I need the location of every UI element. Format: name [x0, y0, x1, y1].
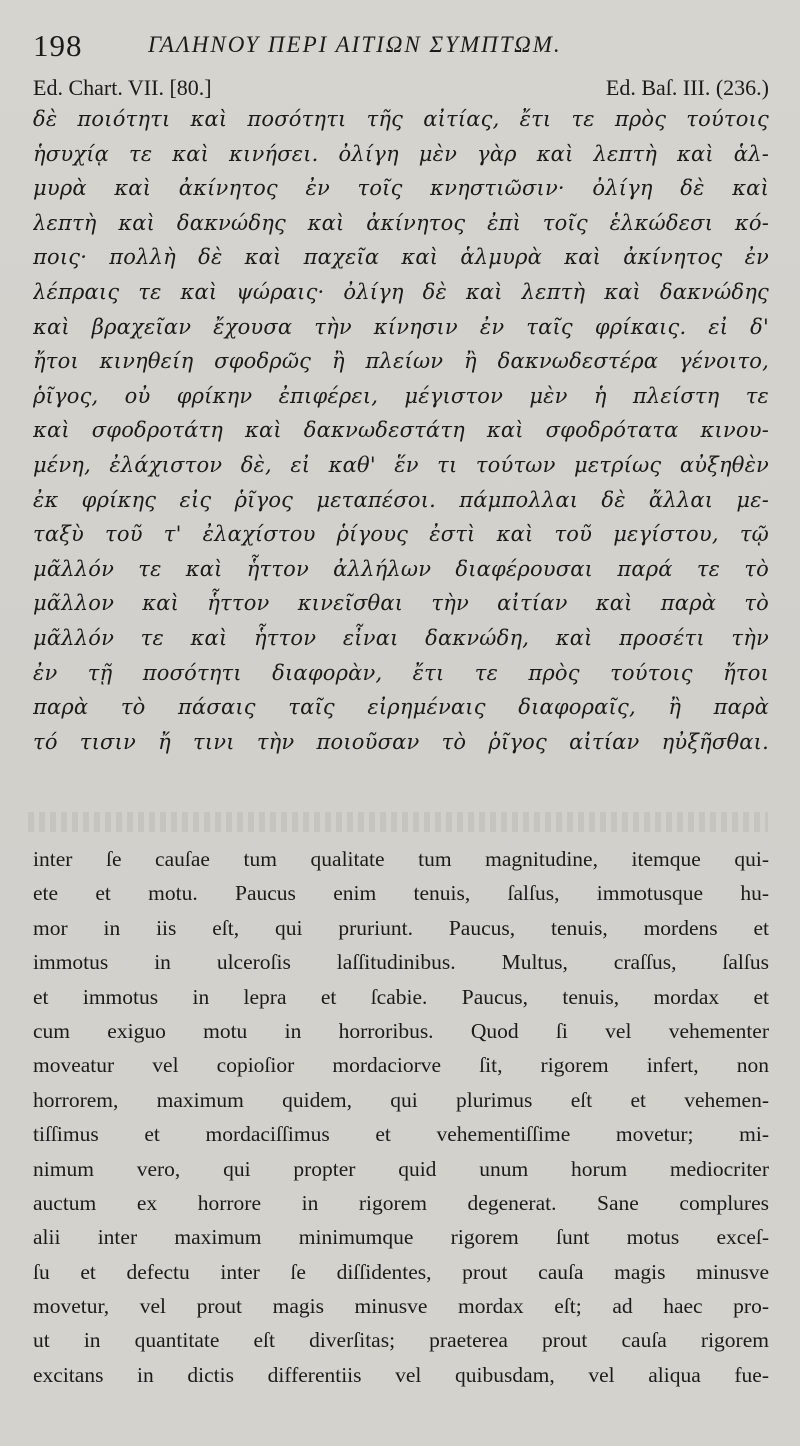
- latin-line: nimum vero, qui propter quid unum horum mediocriter: [33, 1156, 769, 1181]
- latin-line: auctum ex horrore in rigorem degenerat. Sane complures: [33, 1190, 769, 1215]
- greek-text-block: [33, 102, 769, 759]
- greek-line: δὲ ποιότητι καὶ ποσότητι τῆς αἰτίας, ἔτι τε πρὸς τούτοις: [33, 107, 769, 131]
- running-title: ΓΑΛΗΝΟΥ ΠΕΡΙ ΑΙΤΙΩΝ ΣΥΜΠΤΩΜ.: [148, 32, 562, 57]
- latin-line: inter ſe cauſae tum qualitate tum magnitudine, itemque qui-: [33, 847, 769, 871]
- greek-line: ἐκ φρίκης εἰς ῥῖγος μεταπέσοι. πάμπολλαι δὲ ἄλλαι με-: [33, 487, 769, 512]
- latin-line: tiſſimus et mordaciſſimus et vehementiſſime movetur; mi-: [33, 1122, 769, 1147]
- greek-line: παρὰ τὸ πάσαις ταῖς εἰρημέναις διαφοραῖς, ἢ παρὰ: [33, 695, 769, 720]
- greek-line: τό τισιν ἤ τινι τὴν ποιοῦσαν τὸ ῥῖγος αἰτίαν ηὐξῆσθαι.: [33, 729, 769, 754]
- greek-line: ἐν τῇ ποσότητι διαφορὰν, ἔτι τε πρὸς τούτοις ἤτοι: [33, 660, 769, 685]
- latin-line: excitans in dictis differentiis vel quibusdam, vel aliqua fue-: [33, 1362, 769, 1387]
- latin-text-block: [33, 842, 769, 1392]
- greek-line: λέπραις τε καὶ ψώραις· ὀλίγη δὲ καὶ λεπτὴ καὶ δακνώδης: [33, 279, 769, 304]
- latin-line: ut in quantitate eſt diverſitas; praeterea prout cauſa rigorem: [33, 1328, 769, 1353]
- latin-line: alii inter maximum minimumque rigorem ſunt motus exceſ-: [33, 1225, 769, 1250]
- greek-line: καὶ βραχεῖαν ἔχουσα τὴν κίνησιν ἐν ταῖς φρίκαις. εἰ δ': [33, 314, 769, 339]
- latin-line: horrorem, maximum quidem, qui plurimus eſt et vehemen-: [33, 1087, 769, 1112]
- greek-line: μᾶλλόν τε καὶ ἧττον εἶναι δακνώδη, καὶ προσέτι τὴν: [33, 625, 769, 650]
- latin-line: movetur, vel prout magis minusve mordax eſt; ad haec pro-: [33, 1294, 769, 1319]
- edition-basel: Ed. Baſ. III. (236.): [605, 75, 769, 100]
- greek-line: μᾶλλον καὶ ἧττον κινεῖσθαι τὴν αἰτίαν καὶ παρὰ τὸ: [33, 591, 769, 616]
- greek-line: μᾶλλόν τε καὶ ἧττον ἀλλήλων διαφέρουσαι παρά τε τὸ: [33, 556, 769, 581]
- latin-line: immotus in ulceroſis laſſitudinibus. Multus, craſſus, ſalſus: [33, 950, 769, 975]
- latin-line: mor in iis eſt, qui pruriunt. Paucus, tenuis, mordens et: [33, 915, 769, 940]
- greek-line: ῥῖγος, οὐ φρίκην ἐπιφέρει, μέγιστον μὲν ἡ πλείστη τε: [33, 383, 769, 408]
- greek-line: ταξὺ τοῦ τ' ἐλαχίστου ῥίγους ἐστὶ καὶ τοῦ μεγίστου, τῷ: [33, 522, 769, 547]
- greek-line: μυρὰ καὶ ἀκίνητος ἐν τοῖς κνηστιῶσιν· ὀλίγη δὲ καὶ: [33, 176, 769, 201]
- latin-line: moveatur vel copioſior mordaciorve ſit, rigorem infert, non: [33, 1053, 769, 1078]
- running-head: [33, 26, 768, 66]
- greek-line: ἤτοι κινηθείη σφοδρῶς ἢ πλείων ἢ δακνωδεστέρα γένοιτο,: [33, 349, 769, 374]
- latin-line: cum exiguo motu in horroribus. Quod ſi vel vehementer: [33, 1018, 769, 1043]
- edition-references: [33, 75, 769, 105]
- greek-line: ποις· πολλὴ δὲ καὶ παχεῖα καὶ ἁλμυρὰ καὶ ἀκίνητος ἐν: [33, 245, 769, 270]
- greek-line: καὶ σφοδροτάτη καὶ δακνωδεστάτη καὶ σφοδρότατα κινου-: [33, 418, 769, 443]
- show-through-texture: [28, 812, 768, 832]
- latin-line: et immotus in lepra et ſcabie. Paucus, tenuis, mordax et: [33, 984, 769, 1009]
- latin-line: ſu et defectu inter ſe diſſidentes, prout cauſa magis minusve: [33, 1259, 769, 1284]
- greek-line: μένη, ἐλάχιστον δὲ, εἰ καθ' ἕν τι τούτων μετρίως αὐξηθὲν: [33, 452, 769, 477]
- latin-line: ete et motu. Paucus enim tenuis, ſalſus, immotusque hu-: [33, 881, 769, 906]
- greek-line: λεπτὴ καὶ δακνώδης καὶ ἀκίνητος ἐπὶ τοῖς ἑλκώδεσι κό-: [33, 210, 769, 235]
- page-number: 198: [33, 28, 83, 63]
- edition-chartier: Ed. Chart. VII. [80.]: [33, 75, 212, 100]
- greek-line: ἡσυχίᾳ τε καὶ κινήσει. ὀλίγη μὲν γὰρ καὶ λεπτὴ καὶ ἁλ-: [33, 141, 769, 166]
